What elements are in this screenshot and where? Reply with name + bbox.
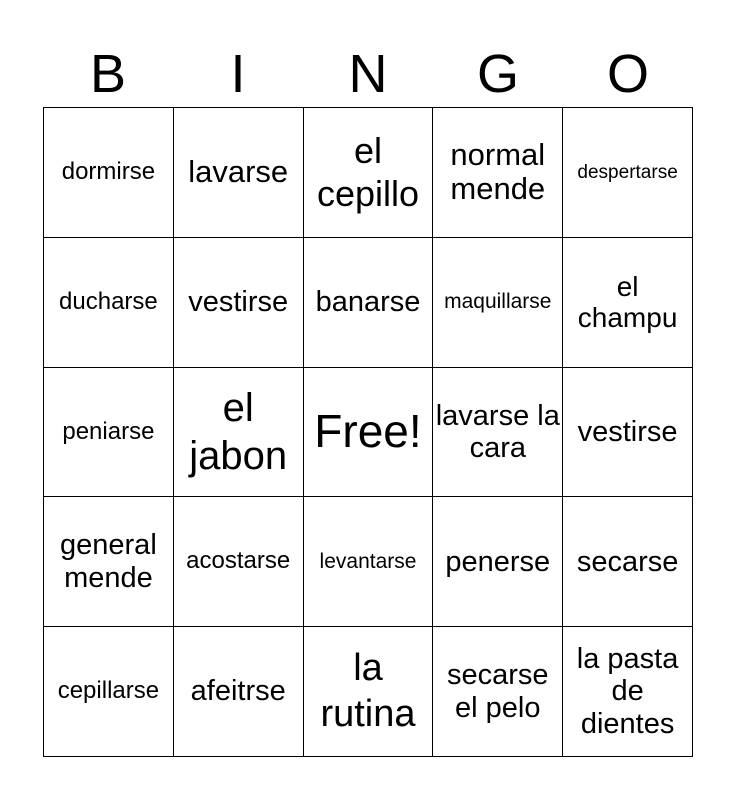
cell-label: normal mende [450,136,546,207]
bingo-cell[interactable] [174,497,304,627]
cell-label: penerse [445,545,551,578]
cell-label: el champu [577,270,678,334]
cell-label: maquillarse [444,290,552,314]
cell-label: el cepillo [316,130,420,215]
cell-label: levantarse [319,550,417,574]
cell-label: afeitrse [190,675,286,708]
cell-label: banarse [315,285,421,318]
bingo-cell[interactable] [304,497,434,627]
bingo-header [43,40,693,108]
bingo-cell[interactable] [44,497,174,627]
bingo-cell[interactable] [44,238,174,368]
cell-label: lavarse la cara [435,399,560,464]
bingo-cell[interactable] [433,108,563,238]
bingo-cell[interactable] [174,108,304,238]
header-letter-i: I [230,44,246,104]
bingo-cell[interactable] [304,627,434,757]
cell-label: cepillarse [57,677,160,705]
cell-label: acostarse [186,547,291,575]
free-space: Free! [314,405,422,458]
cell-label: despertarse [577,161,678,183]
bingo-cell[interactable] [433,368,563,498]
bingo-cell[interactable] [563,368,693,498]
header-letter-g: G [476,44,519,104]
bingo-board [43,107,693,757]
cell-label: vestirse [188,285,289,318]
bingo-cell[interactable] [304,238,434,368]
cell-label: la rutina [320,647,416,735]
cell-label: lavarse [188,154,289,190]
header-letter-o: O [606,44,649,104]
cell-label: secarse el pelo [447,659,549,724]
bingo-cell[interactable] [174,627,304,757]
bingo-cell[interactable] [304,108,434,238]
bingo-cell[interactable] [433,497,563,627]
cell-label: general mende [60,529,157,594]
bingo-cell[interactable] [44,368,174,498]
cell-label: vestirse [577,415,678,448]
header-letter-n: N [348,44,388,104]
bingo-cell[interactable] [563,238,693,368]
bingo-cell[interactable] [563,108,693,238]
bingo-cell[interactable] [174,368,304,498]
cell-label: el jabon [189,385,288,478]
bingo-cell[interactable] [563,497,693,627]
cell-label: ducharse [59,287,158,315]
bingo-cell[interactable] [44,108,174,238]
cell-label: secarse [576,545,679,578]
header-letter-b: B [89,44,127,104]
bingo-cell[interactable] [563,627,693,757]
bingo-cell[interactable] [174,238,304,368]
bingo-cell[interactable] [304,368,434,498]
bingo-cell[interactable] [433,238,563,368]
bingo-cell[interactable] [44,627,174,757]
cell-label: la pasta de dientes [576,642,679,740]
cell-label: dormirse [61,157,156,185]
bingo-cell[interactable] [433,627,563,757]
cell-label: peniarse [62,417,155,445]
